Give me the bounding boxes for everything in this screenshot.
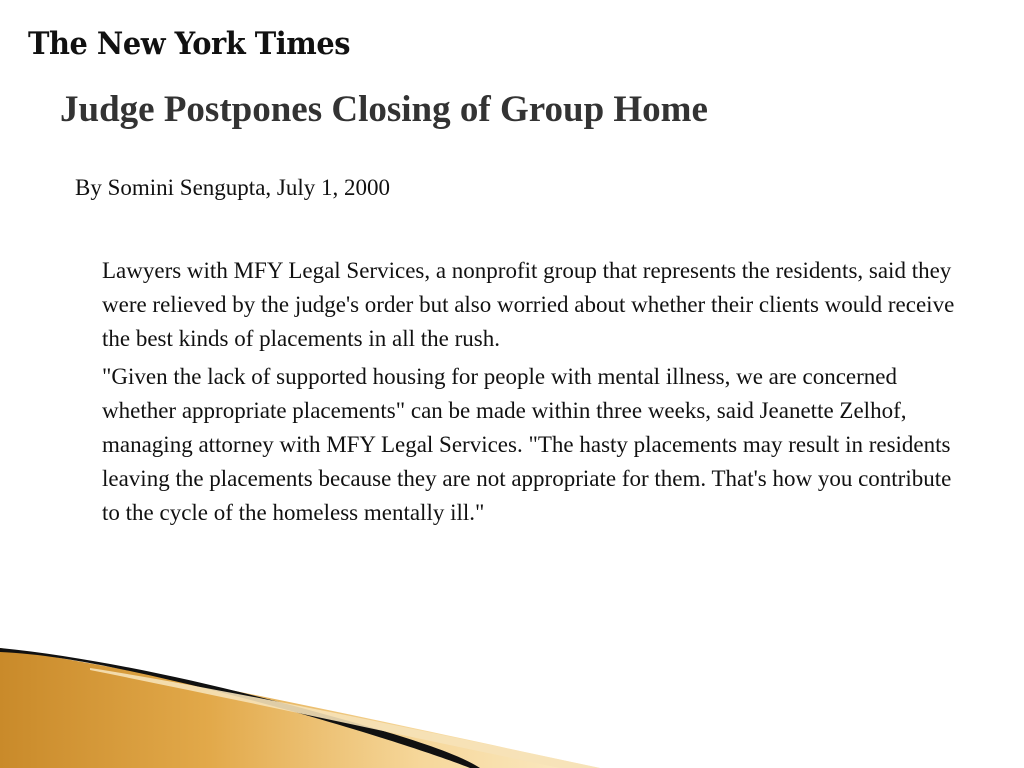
decorative-swoosh bbox=[0, 640, 1024, 768]
byline: By Somini Sengupta, July 1, 2000 bbox=[75, 175, 390, 200]
newspaper-logo: The New York Times bbox=[28, 26, 350, 62]
article-body bbox=[102, 254, 972, 530]
paragraph-2: "Given the lack of supported housing for people with mental illness, we are concerned whether appropriate placements" can be made within three weeks, said Jeanette Zelhof, managing attorney with MFY Legal Services. "The hasty placements may result in residents leaving the placements because they are not appropriate for them. That's how you contribute to the cycle of the homeless mentally ill." bbox=[102, 364, 952, 525]
page-title: Judge Postpones Closing of Group Home bbox=[60, 89, 708, 130]
paragraph-1: Lawyers with MFY Legal Services, a nonprofit group that represents the residents, said they were relieved by the judge's order but also worried about whether their clients would receive the best kinds of placements in all the rush. bbox=[102, 258, 955, 351]
